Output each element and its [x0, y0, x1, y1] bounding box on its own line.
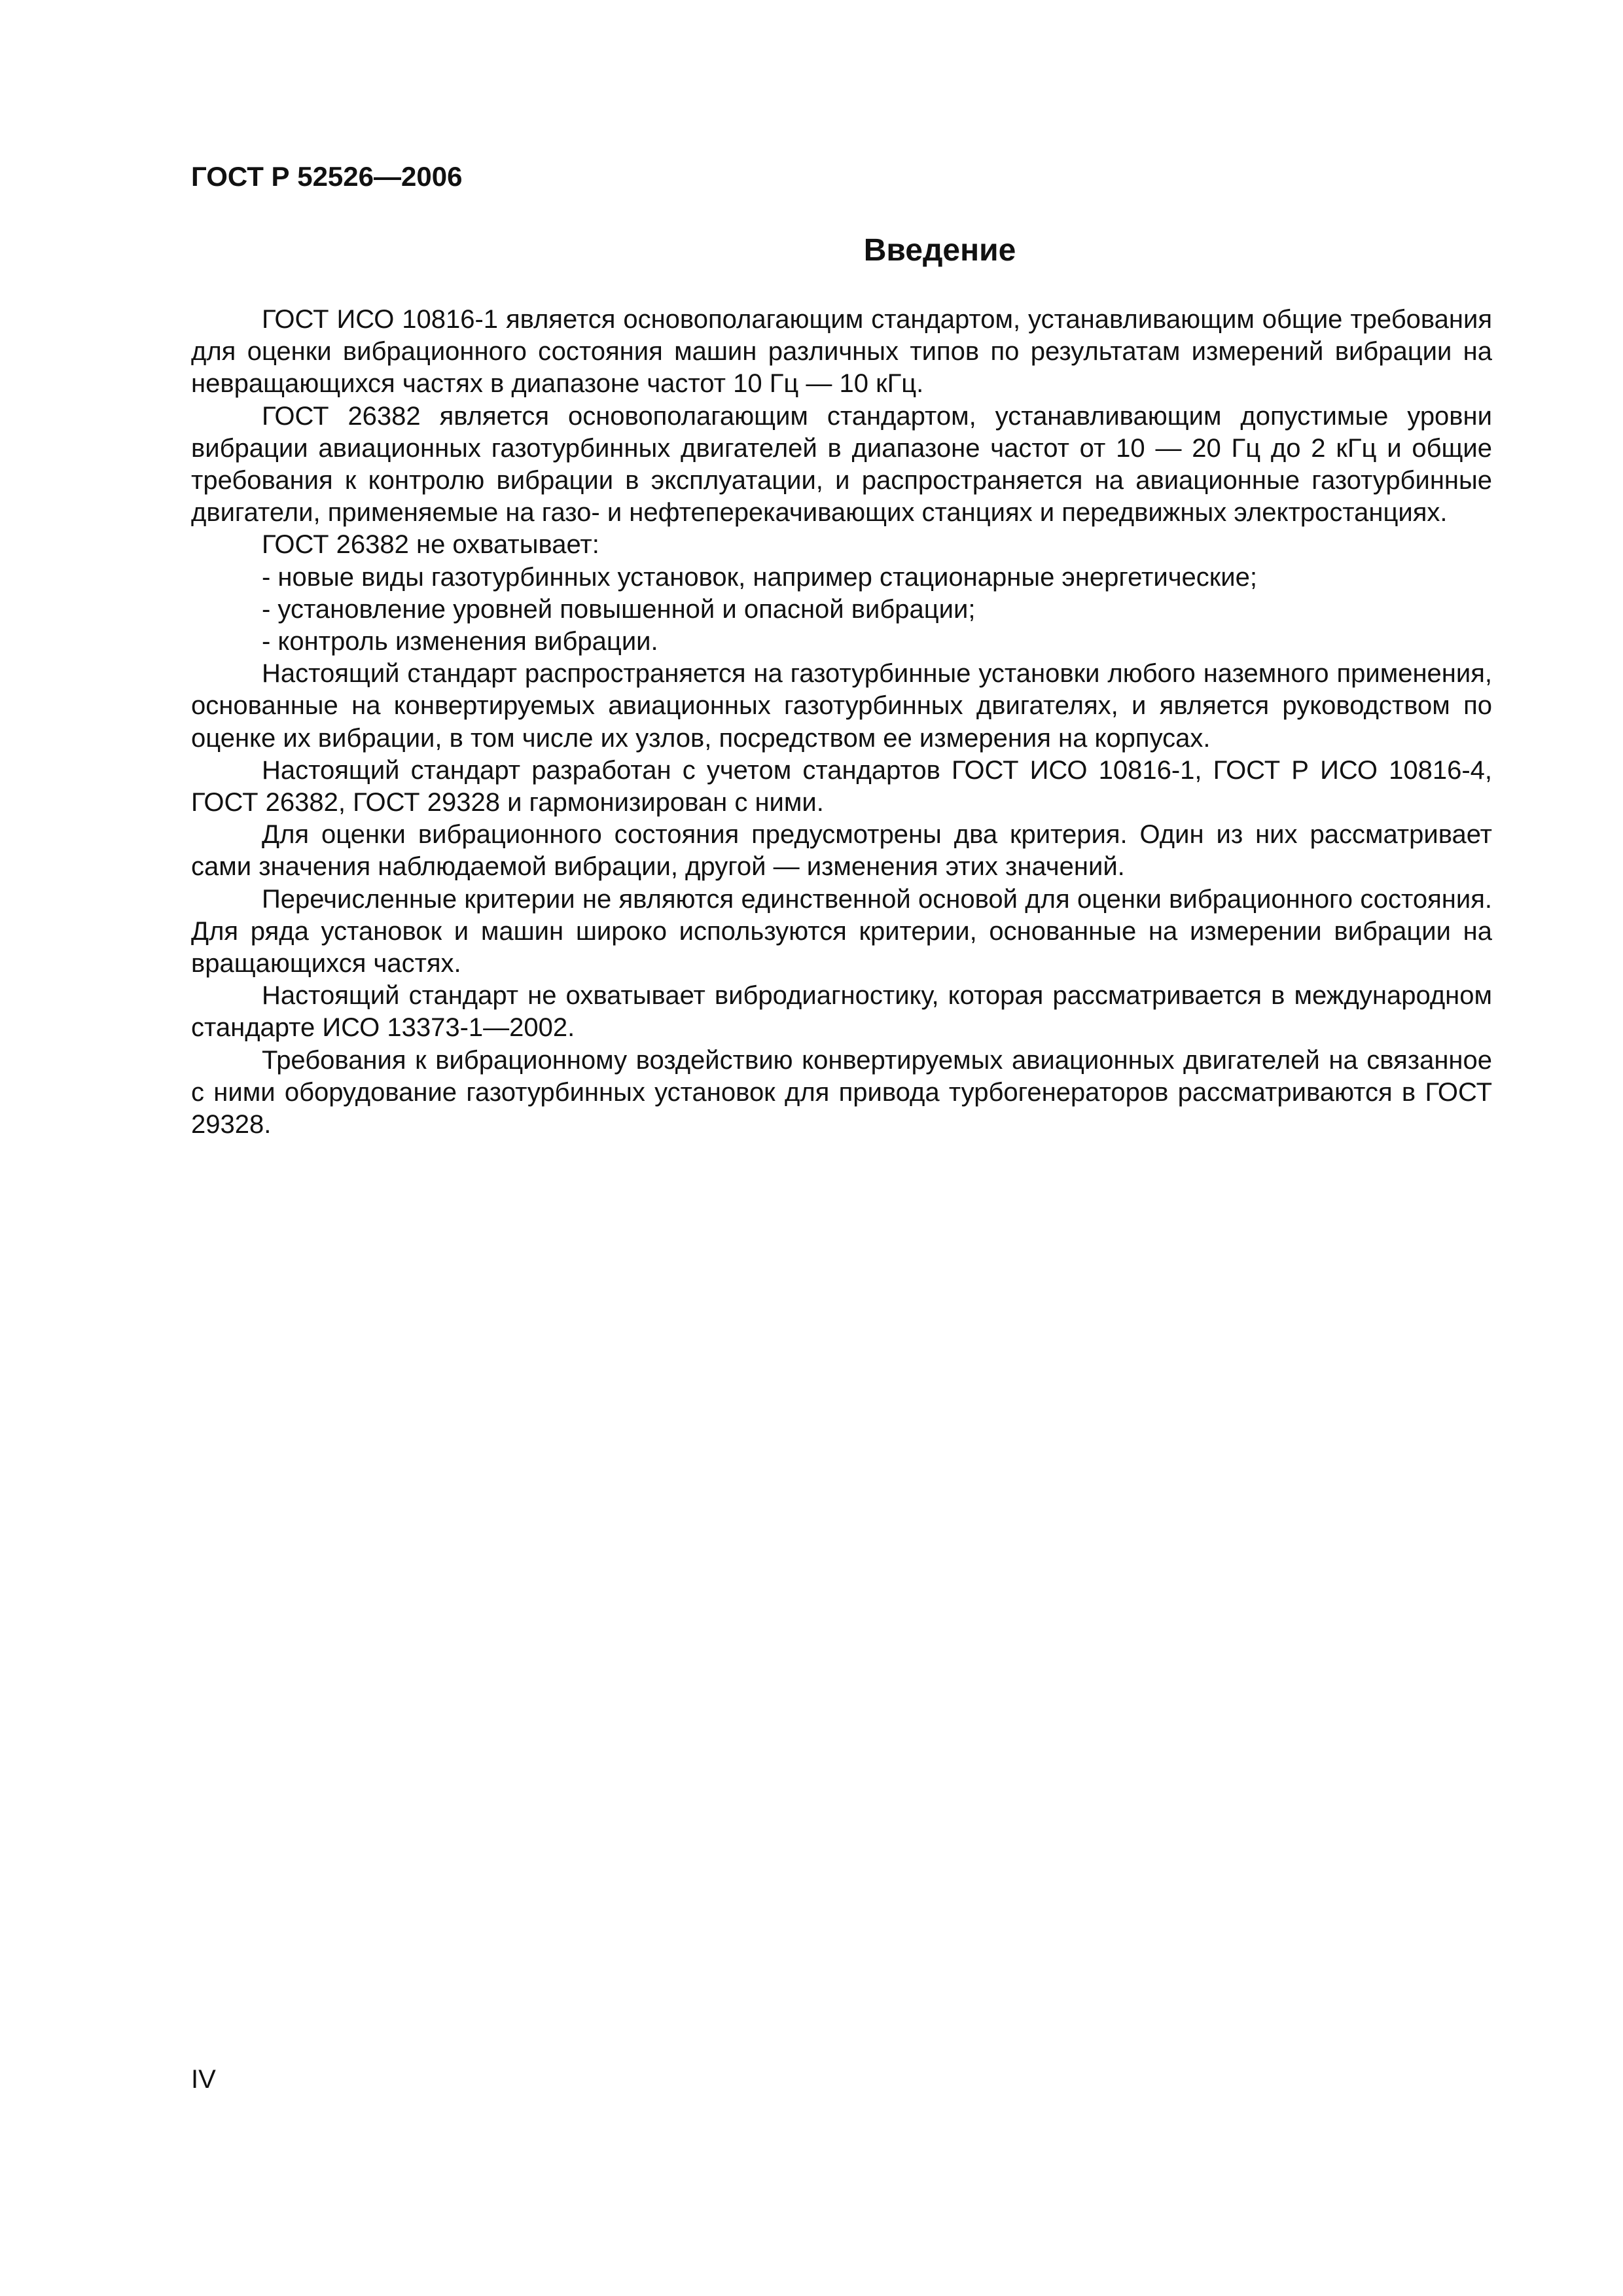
document-code: ГОСТ Р 52526—2006: [191, 161, 463, 192]
paragraph-4: Настоящий стандарт распространяется на газотурбинные установки любого наземного применения, основанные на конвертируемых авиационных газотурбинных двигателях, и является руководством по оценке их вибрации, в том числе их узлов, посредством ее измерения на корпусах.: [191, 659, 1492, 753]
paragraph-9: Требования к вибрационному воздействию конвертируемых авиационных двигателей на связанное с ними оборудование газотурбинных установок для привода турбогенераторов рассматриваются в ГОСТ 29328.: [191, 1045, 1492, 1139]
list-item-3: - контроль изменения вибрации.: [262, 627, 658, 656]
introduction-body: [191, 304, 1492, 1141]
paragraph-5: Настоящий стандарт разработан с учетом стандартов ГОСТ ИСО 10816-1, ГОСТ Р ИСО 10816-4, ГОСТ 26382, ГОСТ 29328 и гармонизирован с ними.: [191, 755, 1492, 817]
section-title: Введение: [863, 233, 1016, 268]
page-number: IV: [191, 2065, 216, 2094]
list-item-1: - новые виды газотурбинных установок, например стационарные энергетические;: [262, 562, 1257, 592]
paragraph-7: Перечисленные критерии не являются единственной основой для оценки вибрационного состояния. Для ряда установок и машин широко используются критерии, основанные на измерении вибрации на вращающихся частях.: [191, 884, 1492, 978]
paragraph-6: Для оценки вибрационного состояния предусмотрены два критерия. Один из них рассматривает сами значения наблюдаемой вибрации, другой — изменения этих значений.: [191, 820, 1492, 882]
list-item-2: - установление уровней повышенной и опасной вибрации;: [262, 594, 976, 624]
paragraph-1: ГОСТ ИСО 10816-1 является основополагающим стандартом, устанавливающим общие требования для оценки вибрационного состояния машин различных типов по результатам измерений вибрации на невращающихся частях в диапазоне частот 10 Гц — 10 кГц.: [191, 305, 1492, 399]
paragraph-8: Настоящий стандарт не охватывает вибродиагностику, которая рассматривается в международном стандарте ИСО 13373-1—2002.: [191, 981, 1492, 1043]
paragraph-2: ГОСТ 26382 является основополагающим стандартом, устанавливающим допустимые уровни вибрации авиационных газотурбинных двигателей в диапазоне частот от 10 — 20 Гц до 2 кГц и общие требования к контролю вибрации в эксплуатации, и распространяется на авиационные газотурбинные двигатели, применяемые на газо- и нефтеперекачивающих станциях и передвижных электростанциях.: [191, 401, 1492, 528]
paragraph-3: ГОСТ 26382 не охватывает:: [262, 530, 599, 560]
